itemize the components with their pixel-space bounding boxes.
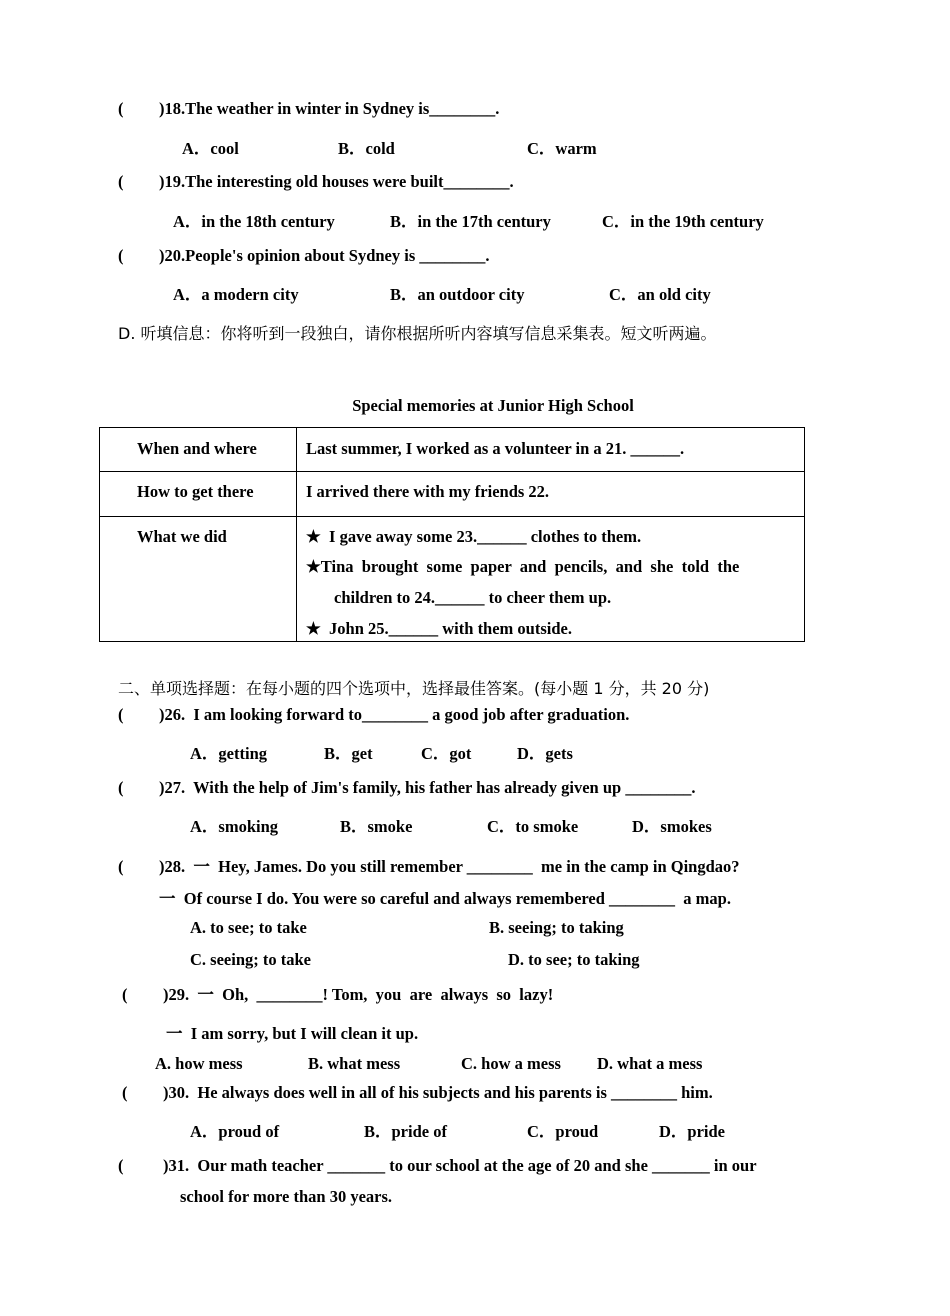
question-20-stem: )20.People's opinion about Sydney is ________. bbox=[159, 246, 490, 265]
option-c: C．in the 19th century bbox=[602, 212, 764, 231]
answer-paren: ( bbox=[122, 985, 128, 1004]
question-28-stem: )28. 一 Hey, James. Do you still remember ________ me in the camp in Qingdao? bbox=[159, 857, 740, 876]
row-label: When and where bbox=[137, 439, 257, 458]
answer-paren: ( bbox=[118, 99, 124, 118]
row-content-line: children to 24.______ to cheer them up. bbox=[334, 588, 612, 607]
question-30-stem: )30. He always does well in all of his subjects and his parents is ________ him. bbox=[163, 1083, 713, 1102]
option-b: B．smoke bbox=[340, 817, 413, 836]
question-29-reply: 一 I am sorry, but I will clean it up. bbox=[166, 1024, 419, 1043]
option-d: D．gets bbox=[517, 744, 573, 763]
option-a: A. how mess bbox=[155, 1054, 243, 1073]
option-b: B．an outdoor city bbox=[390, 285, 525, 304]
option-d: D. to see; to taking bbox=[508, 950, 640, 969]
answer-paren: ( bbox=[118, 778, 124, 797]
option-b: B. what mess bbox=[308, 1054, 401, 1073]
option-b: B．pride of bbox=[364, 1122, 447, 1141]
question-26-stem: )26. I am looking forward to________ a good job after graduation. bbox=[159, 705, 630, 724]
option-b: B．get bbox=[324, 744, 373, 763]
option-c: C. how a mess bbox=[461, 1054, 561, 1073]
option-d: D．smokes bbox=[632, 817, 712, 836]
section-2-heading: 二、单项选择题：在每小题的四个选项中，选择最佳答案。(每小题 1 分，共 20 分) bbox=[118, 679, 710, 698]
option-a: A．getting bbox=[190, 744, 267, 763]
question-28-reply: 一 Of course I do. You were so careful and always remembered ________ a map. bbox=[159, 889, 731, 908]
answer-paren: ( bbox=[118, 1156, 124, 1175]
answer-paren: ( bbox=[118, 705, 124, 724]
option-a: A．in the 18th century bbox=[173, 212, 335, 231]
row-content: Last summer, I worked as a volunteer in a 21. ______. bbox=[306, 439, 685, 458]
option-a: A．smoking bbox=[190, 817, 279, 836]
table-title: Special memories at Junior High School bbox=[352, 396, 634, 415]
answer-paren: ( bbox=[118, 246, 124, 265]
row-label: How to get there bbox=[137, 482, 254, 501]
option-b: B．in the 17th century bbox=[390, 212, 551, 231]
option-d: D．pride bbox=[659, 1122, 725, 1141]
answer-paren: ( bbox=[118, 172, 124, 191]
row-content-line: ★ John 25.______ with them outside. bbox=[306, 619, 572, 638]
row-content: I arrived there with my friends 22. bbox=[306, 482, 550, 501]
option-c: C. seeing; to take bbox=[190, 950, 311, 969]
table-row bbox=[100, 472, 805, 517]
answer-paren: ( bbox=[122, 1083, 128, 1102]
option-d: D. what a mess bbox=[597, 1054, 703, 1073]
option-c: C．got bbox=[421, 744, 472, 763]
info-form-table bbox=[99, 427, 805, 642]
option-c: C．an old city bbox=[609, 285, 711, 304]
option-a: A．proud of bbox=[190, 1122, 280, 1141]
row-content-line: ★Tina brought some paper and pencils, and she told the bbox=[306, 557, 740, 576]
option-b: B. seeing; to taking bbox=[489, 918, 624, 937]
option-a: A．cool bbox=[182, 139, 239, 158]
question-18-stem: )18.The weather in winter in Sydney is________. bbox=[159, 99, 500, 118]
question-19-stem: )19.The interesting old houses were built________. bbox=[159, 172, 514, 191]
question-31-stem: )31. Our math teacher _______ to our school at the age of 20 and she _______ in our bbox=[163, 1156, 757, 1175]
answer-paren: ( bbox=[118, 857, 124, 876]
question-31-continuation: school for more than 30 years. bbox=[180, 1187, 393, 1206]
option-a: A. to see; to take bbox=[190, 918, 307, 937]
row-label: What we did bbox=[137, 527, 227, 546]
option-c: C．proud bbox=[527, 1122, 599, 1141]
question-29-stem: )29. 一 Oh, ________! Tom, you are always so lazy! bbox=[163, 985, 554, 1004]
option-a: A．a modern city bbox=[173, 285, 299, 304]
table-row bbox=[100, 428, 805, 472]
option-c: C．warm bbox=[527, 139, 597, 158]
option-c: C．to smoke bbox=[487, 817, 579, 836]
question-27-stem: )27. With the help of Jim's family, his father has already given up ________. bbox=[159, 778, 696, 797]
option-b: B．cold bbox=[338, 139, 395, 158]
table-row bbox=[100, 517, 805, 642]
row-content-line: ★ I gave away some 23.______ clothes to them. bbox=[306, 527, 642, 546]
section-d-instruction: D. 听填信息：你将听到一段独白，请你根据所听内容填写信息采集表。短文听两遍。 bbox=[118, 324, 717, 343]
